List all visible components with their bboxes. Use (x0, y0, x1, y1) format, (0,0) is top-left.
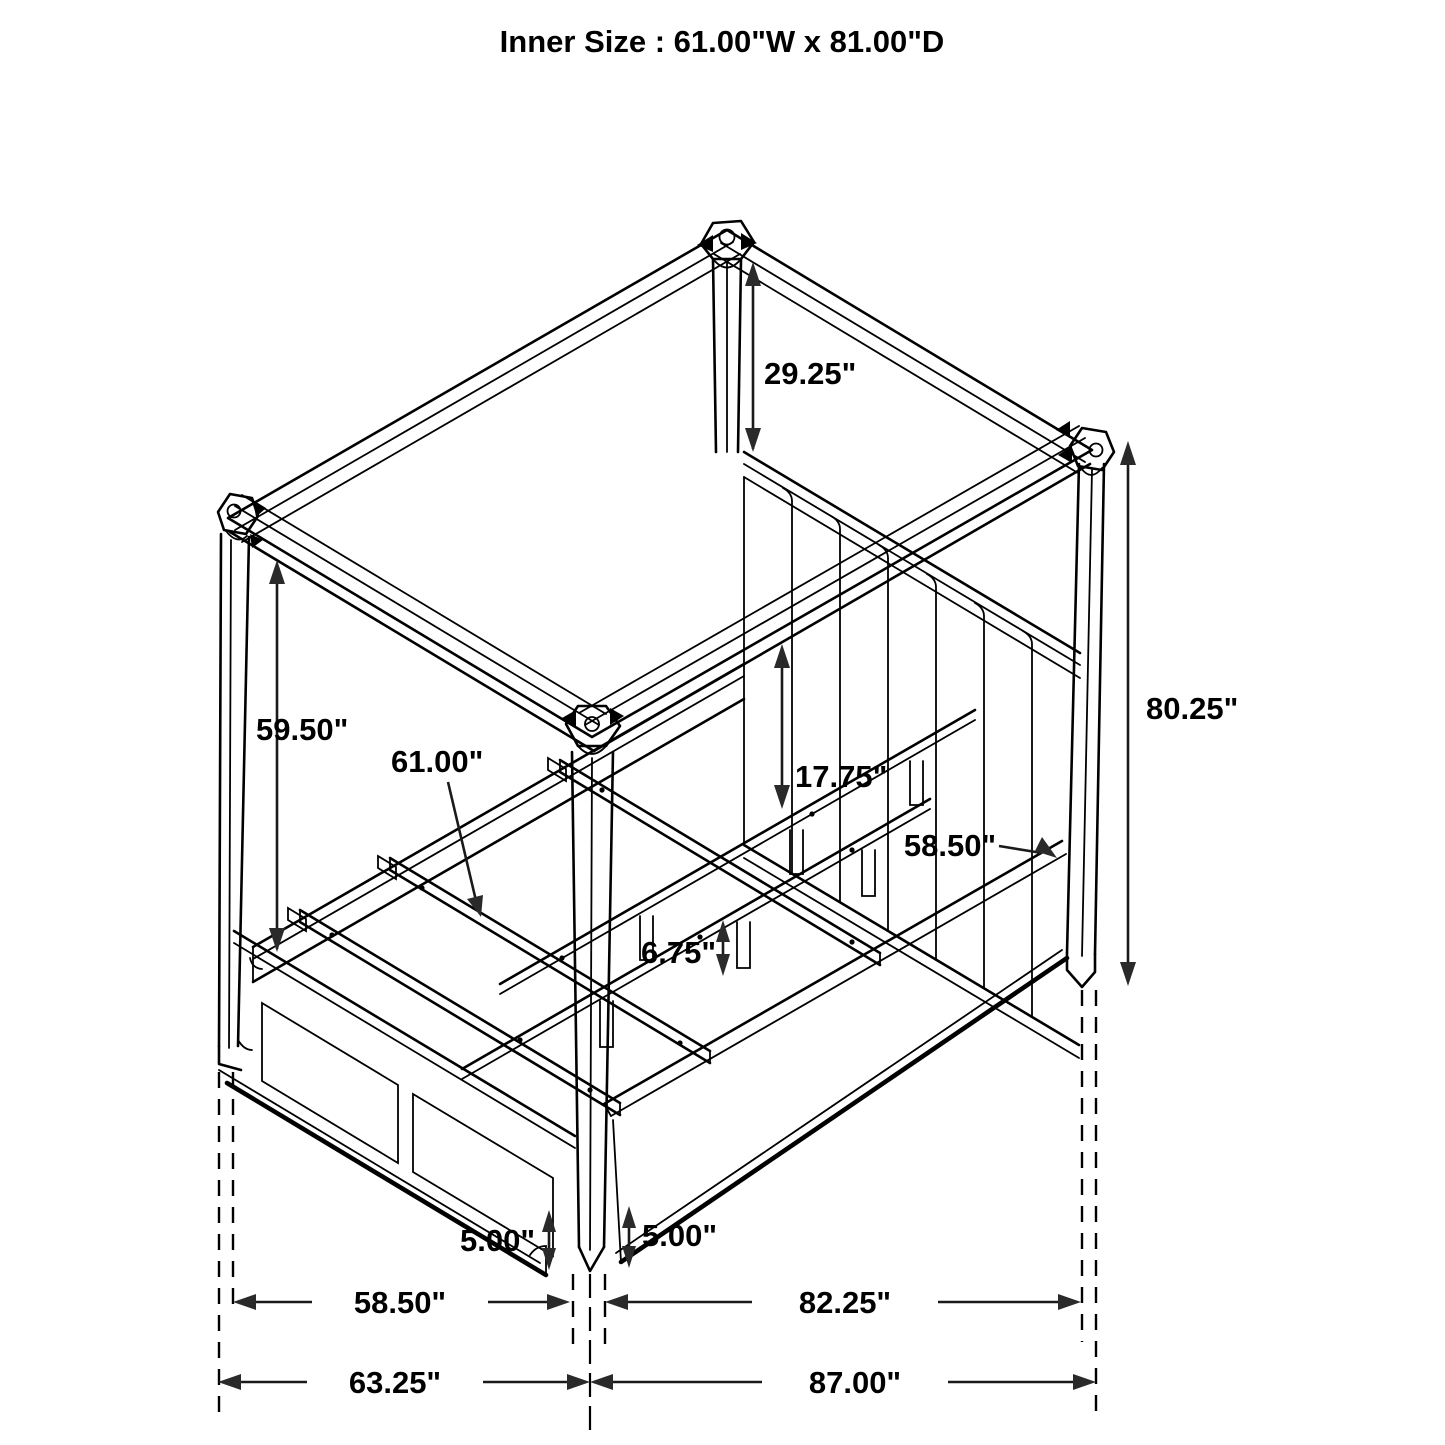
dim-label-canopy-post-height: 29.25" (764, 356, 857, 391)
right-side-rail (604, 841, 1067, 1262)
headboard (744, 452, 1080, 1058)
dim-bed-depth (605, 1285, 1081, 1320)
dim-side-rail-clearance (622, 1206, 717, 1268)
dim-label-lower-post-height: 59.50" (256, 712, 349, 747)
dim-label-bed-width: 58.50" (353, 1285, 447, 1320)
dim-support-leg-height (641, 920, 730, 976)
dim-label-slat-length: 61.00" (391, 744, 484, 779)
dim-headboard-panel-height (774, 644, 887, 809)
dim-label-overall-height: 80.25" (1146, 691, 1239, 726)
dim-label-support-leg-height: 6.75" (641, 935, 717, 970)
dim-label-headboard-panel-height: 17.75" (795, 759, 888, 794)
canopy-frame (228, 230, 1092, 751)
dim-lower-post-height (256, 560, 348, 952)
dim-label-side-rail-clearance: 5.00" (642, 1218, 718, 1253)
back-post (713, 259, 741, 452)
dim-label-overall-depth: 87.00" (808, 1365, 902, 1400)
dim-label-footboard-clearance: 5.00" (460, 1223, 536, 1258)
dim-footboard-clearance (460, 1210, 556, 1270)
dim-slat-length (391, 744, 483, 917)
support-rails (462, 710, 975, 1079)
canopy-corner-blocks (218, 221, 1114, 754)
dim-overall-height (1120, 441, 1238, 986)
dim-overall-width (218, 1365, 590, 1400)
dim-overall-depth (590, 1365, 1096, 1400)
dim-bed-width (233, 1285, 570, 1320)
dim-label-overall-width: 63.25" (348, 1365, 442, 1400)
dim-label-side-rail-length: 58.50" (903, 828, 997, 863)
left-post (219, 534, 252, 1070)
dim-label-bed-depth: 82.25" (798, 1285, 892, 1320)
diagram-title: Inner Size : 61.00"W x 81.00"D (499, 24, 945, 59)
right-post (1067, 464, 1104, 987)
